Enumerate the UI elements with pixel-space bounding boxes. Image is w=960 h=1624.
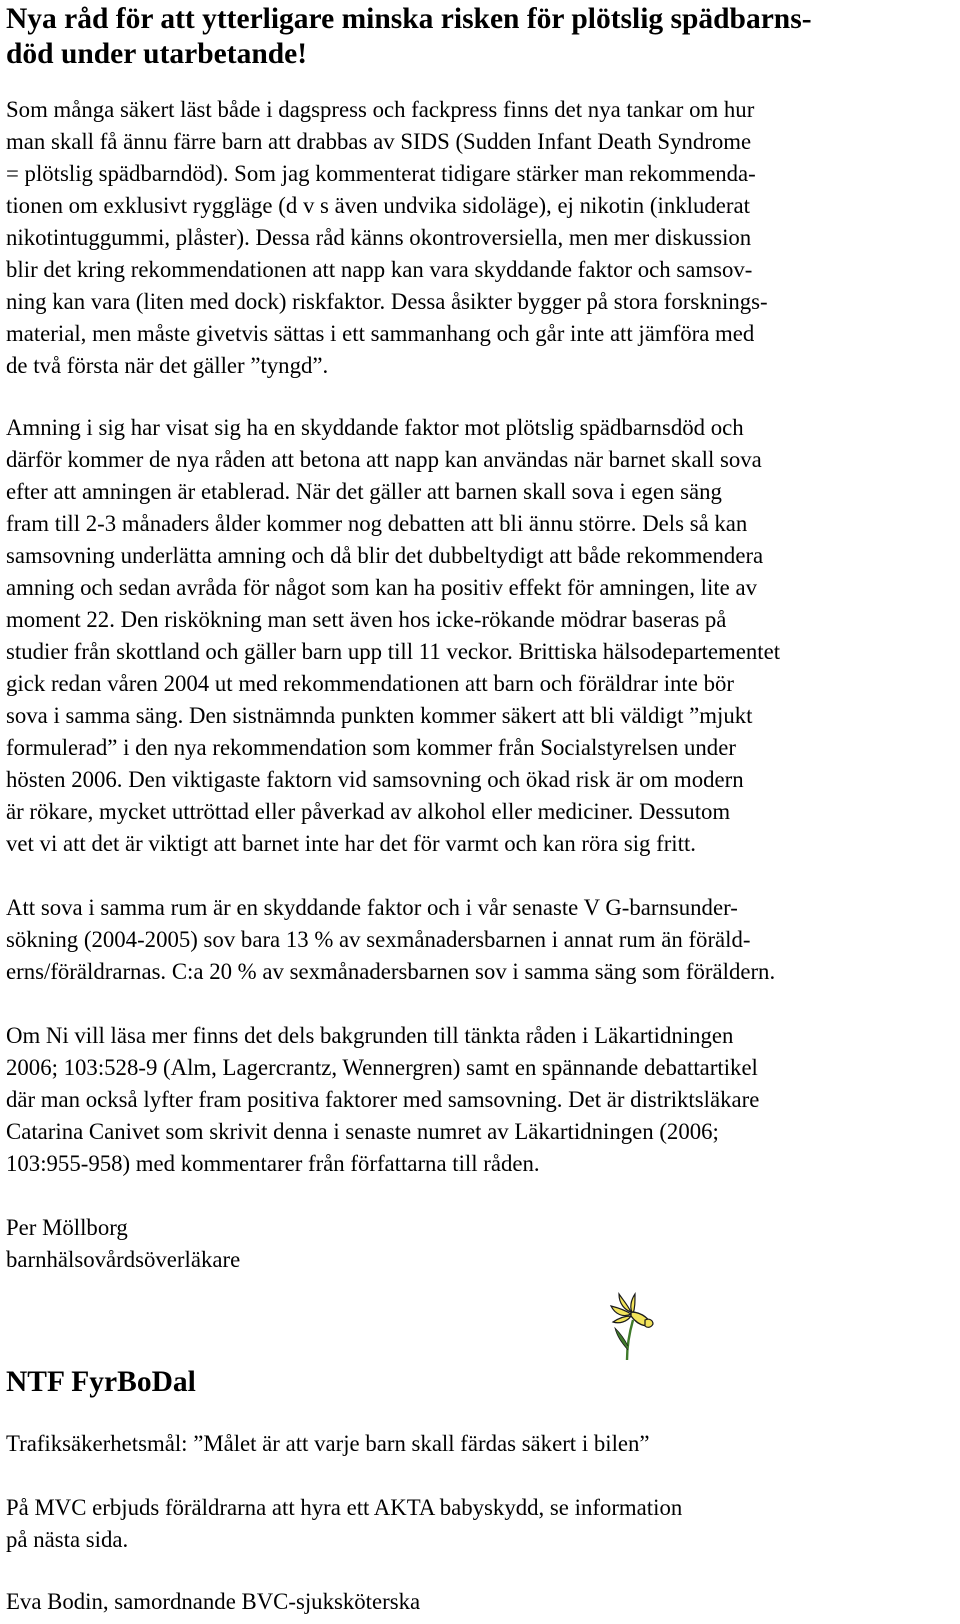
article-signature: [6, 1212, 240, 1276]
text-line: gick redan våren 2004 ut med rekommendationen att barn och föräldrar inte bör: [6, 671, 734, 696]
text-line: de två första när det gäller ”tyngd”.: [6, 353, 329, 378]
text-line: tionen om exklusivt ryggläge (d v s även undvika sidoläge), ej nikotin (inkluderat: [6, 193, 750, 218]
article-title: [6, 2, 946, 72]
text-line: nikotintuggummi, plåster). Dessa råd känns okontroversiella, men mer diskussion: [6, 225, 752, 250]
text-line: = plötslig spädbarndöd). Som jag kommenterat tidigare stärker man rekommenda-: [6, 161, 756, 186]
signature-title: barnhälsovårdsöverläkare: [6, 1247, 241, 1272]
text-line: sova i samma säng. Den sistnämnda punkten kommer säkert att bli väldigt ”mjukt: [6, 703, 753, 728]
text-line: erns/föräldrarnas. C:a 20 % av sexmånadersbarnen sov i samma säng som föräldern.: [6, 959, 776, 984]
paragraph-same-room: [6, 892, 775, 988]
text-line: formulerad” i den nya rekommendation som kommer från Socialstyrelsen under: [6, 735, 736, 760]
text-line: efter att amningen är etablerad. När det gäller att barnen skall sova i egen säng: [6, 479, 722, 504]
text-line: Att sova i samma rum är en skyddande faktor och i vår senaste V G-barnsunder-: [6, 895, 738, 920]
text-line: moment 22. Den riskökning man sett även hos icke-rökande mödrar baseras på: [6, 607, 727, 632]
text-line: hösten 2006. Den viktigaste faktorn vid samsovning och ökad risk är om modern: [6, 767, 744, 792]
ntf-goal: [6, 1428, 650, 1460]
text-line: material, men måste givetvis sättas i ett sammanhang och går inte att jämföra med: [6, 321, 755, 346]
title-line: död under utarbetande!: [6, 38, 308, 70]
signature-name: Per Möllborg: [6, 1215, 128, 1240]
daffodil-stem: [627, 1320, 633, 1360]
text-line: fram till 2-3 månaders ålder kommer nog debatten att bli ännu större. Dels så kan: [6, 511, 748, 536]
text-line: blir det kring rekommendationen att napp kan vara skyddande faktor och samsov-: [6, 257, 753, 282]
text-line: man skall få ännu färre barn att drabbas av SIDS (Sudden Infant Death Syndrome: [6, 129, 752, 154]
text-line: sökning (2004-2005) sov bara 13 % av sexmånadersbarnen i annat rum än föräld-: [6, 927, 751, 952]
text-line: studier från skottland och gäller barn upp till 11 veckor. Brittiska hälsodepartementet: [6, 639, 781, 664]
ntf-signature: [6, 1586, 420, 1618]
text-line: 2006; 103:528-9 (Alm, Lagercrantz, Wennergren) samt en spännande debattartikel: [6, 1055, 758, 1080]
text-line: Eva Bodin, samordnande BVC-sjuksköterska: [6, 1589, 421, 1614]
daffodil-leaf: [615, 1328, 628, 1350]
text-line: därför kommer de nya råden att betona att napp kan användas när barnet skall sova: [6, 447, 762, 472]
text-line: där man också lyfter fram positiva faktorer med samsovning. Det är distriktsläkare: [6, 1087, 760, 1112]
text-line: vet vi att det är viktigt att barnet inte har det för varmt och kan röra sig fritt.: [6, 831, 697, 856]
text-line: samsovning underlätta amning och då blir det dubbeltydigt att både rekommendera: [6, 543, 764, 568]
text-line: Om Ni vill läsa mer finns det dels bakgrunden till tänkta råden i Läkartidningen: [6, 1023, 734, 1048]
text-line: Som många säkert läst både i dagspress och fackpress finns det nya tankar om hur: [6, 97, 755, 122]
ntf-heading: NTF FyrBoDal: [6, 1366, 196, 1398]
text-line: ning kan vara (liten med dock) riskfaktor. Dessa åsikter bygger på stora forsknings-: [6, 289, 768, 314]
text-line: På MVC erbjuds föräldrarna att hyra ett AKTA babyskydd, se information: [6, 1495, 683, 1520]
text-line: 103:955-958) med kommentarer från författarna till råden.: [6, 1151, 540, 1176]
ntf-info: [6, 1492, 682, 1556]
daffodil-trumpet-rim: [645, 1319, 653, 1327]
text-line: Amning i sig har visat sig ha en skyddande faktor mot plötslig spädbarnsdöd och: [6, 415, 744, 440]
paragraph-breastfeeding: [6, 412, 780, 860]
paragraph-further-reading: [6, 1020, 759, 1180]
daffodil-petal: [631, 1294, 635, 1314]
text-line: Trafiksäkerhetsmål: ”Målet är att varje barn skall färdas säkert i bilen”: [6, 1431, 650, 1456]
text-line: amning och sedan avråda för något som kan ha positiv effekt för amningen, lite av: [6, 575, 758, 600]
text-line: är rökare, mycket uttröttad eller påverkad av alkohol eller mediciner. Dessutom: [6, 799, 731, 824]
text-line: på nästa sida.: [6, 1527, 129, 1552]
daffodil-petal: [613, 1316, 631, 1323]
text-line: Catarina Canivet som skrivit denna i senaste numret av Läkartidningen (2006;: [6, 1119, 719, 1144]
daffodil-icon: [605, 1290, 657, 1362]
title-line: Nya råd för att ytterligare minska risken för plötslig spädbarns-: [6, 3, 812, 35]
paragraph-sids-advice: [6, 94, 768, 382]
